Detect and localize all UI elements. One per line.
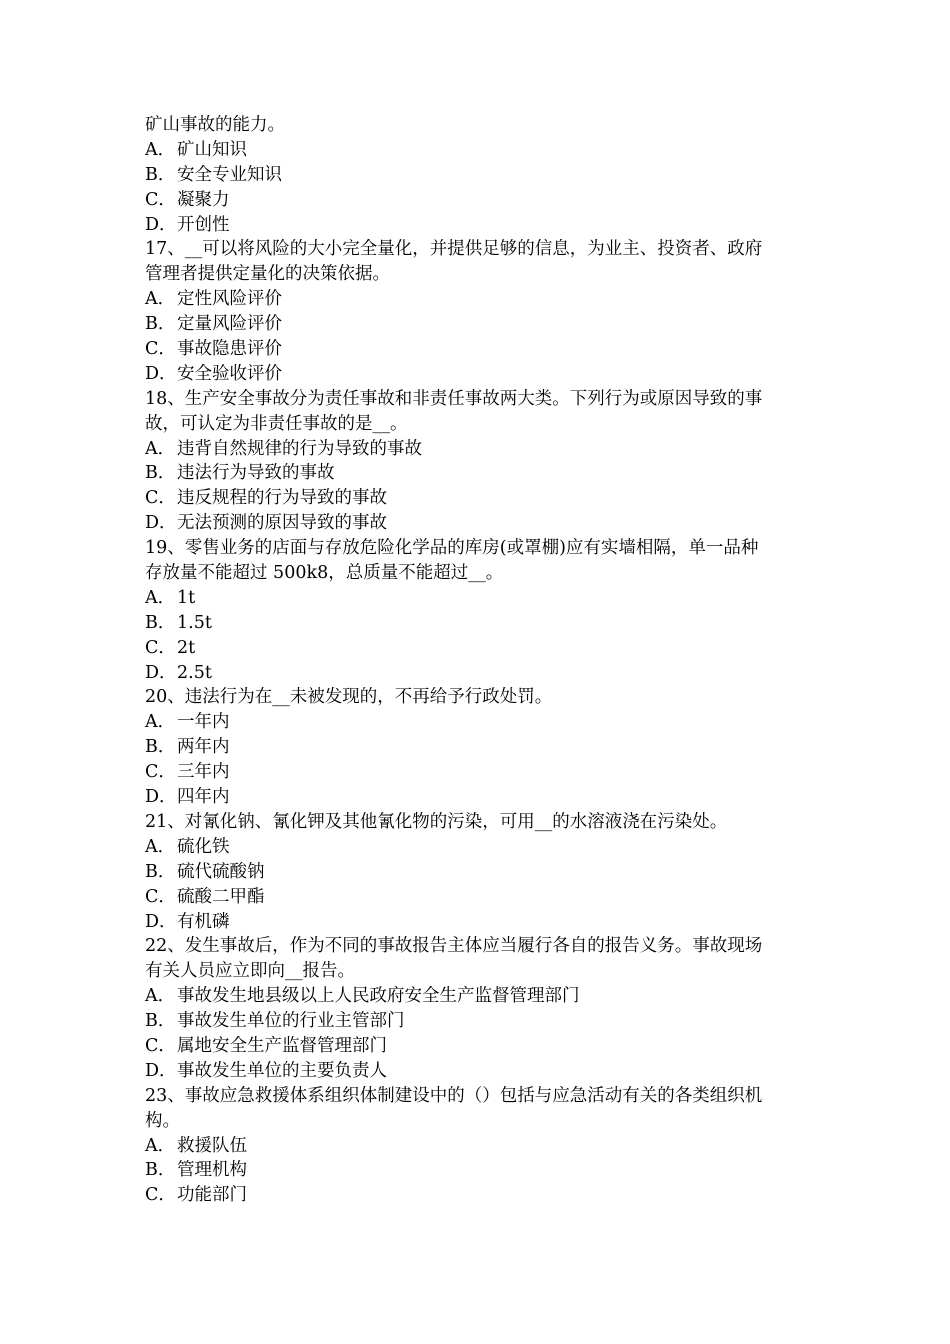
option-b [145, 735, 815, 760]
option-text: 管理机构 [177, 1160, 247, 1181]
option-letter: C． [145, 1185, 176, 1206]
option-d [145, 213, 815, 238]
option-letter: B． [145, 737, 176, 758]
option-text: 定量风险评价 [177, 314, 282, 335]
option-a [145, 287, 815, 312]
option-c [145, 1183, 815, 1208]
question-stem-line: 构。 [145, 1110, 180, 1131]
option-letter: D． [145, 662, 177, 683]
question-stem-line: 17、__可以将风险的大小完全量化，并提供足够的信息，为业主、投资者、政府 [145, 239, 763, 260]
question-block [145, 387, 815, 536]
question-stem-line: 故，可认定为非责任事故的是__。 [145, 413, 408, 434]
option-a [145, 984, 815, 1009]
option-text: 矿山知识 [177, 139, 247, 160]
question-block [145, 810, 815, 934]
option-text: 2.5t [177, 662, 212, 683]
option-letter: B． [145, 612, 176, 633]
option-text: 一年内 [177, 712, 230, 733]
option-b [145, 163, 815, 188]
option-b [145, 860, 815, 885]
question-stem-line: 23、事故应急救援体系组织体制建设中的（）包括与应急活动有关的各类组织机 [145, 1085, 763, 1106]
option-letter: D． [145, 363, 177, 384]
option-text: 安全验收评价 [177, 363, 282, 384]
option-text: 两年内 [177, 737, 230, 758]
option-c [145, 1034, 815, 1059]
question-stem-line: 管理者提供定量化的决策依据。 [145, 264, 390, 285]
option-text: 违反规程的行为导致的事故 [177, 488, 387, 509]
option-text: 硫代硫酸钠 [177, 861, 265, 882]
question-block [145, 237, 815, 386]
option-b [145, 611, 815, 636]
option-text: 硫酸二甲酯 [177, 886, 265, 907]
option-letter: C． [145, 886, 176, 907]
question-stem-line: 21、对氰化钠、氰化钾及其他氰化物的污染，可用__的水溶液浇在污染处。 [145, 811, 728, 832]
option-b [145, 1158, 815, 1183]
option-b [145, 312, 815, 337]
option-letter: A． [145, 1135, 176, 1156]
option-text: 1t [177, 587, 196, 608]
option-text: 凝聚力 [177, 189, 230, 210]
option-text: 四年内 [177, 787, 230, 808]
option-text: 违法行为导致的事故 [177, 463, 335, 484]
option-c [145, 636, 815, 661]
option-c [145, 486, 815, 511]
q16-option-list [145, 138, 815, 238]
option-letter: A． [145, 139, 176, 160]
option-d [145, 511, 815, 536]
option-letter: D． [145, 513, 177, 534]
option-letter: C． [145, 488, 176, 509]
question-stem-line: 存放量不能超过 500k8，总质量不能超过__。 [145, 563, 504, 584]
option-c [145, 885, 815, 910]
option-text: 事故隐患评价 [177, 339, 282, 360]
question-stem-line: 19、零售业务的店面与存放危险化学品的库房(或罩棚)应有实墙相隔，单一品种 [145, 538, 759, 559]
question-block [145, 685, 815, 809]
option-b [145, 461, 815, 486]
option-letter: B． [145, 463, 176, 484]
option-letter: C． [145, 339, 176, 360]
question-stem-line: 20、违法行为在__未被发现的，不再给予行政处罚。 [145, 687, 553, 708]
option-letter: B． [145, 1011, 176, 1032]
option-c [145, 337, 815, 362]
option-text: 事故发生单位的行业主管部门 [177, 1011, 405, 1032]
option-letter: C． [145, 1035, 176, 1056]
option-text: 事故发生地县级以上人民政府安全生产监督管理部门 [177, 986, 580, 1007]
option-text: 功能部门 [177, 1185, 247, 1206]
question-stem-line: 有关人员应立即向__报告。 [145, 961, 355, 982]
option-text: 无法预测的原因导致的事故 [177, 513, 387, 534]
option-letter: C． [145, 189, 176, 210]
question-block [145, 934, 815, 1083]
question-list [145, 237, 815, 1208]
option-a [145, 1134, 815, 1159]
option-letter: A． [145, 712, 176, 733]
option-letter: A． [145, 986, 176, 1007]
question-stem-line: 18、生产安全事故分为责任事故和非责任事故两大类。下列行为或原因导致的事 [145, 388, 763, 409]
option-b [145, 1009, 815, 1034]
option-c [145, 188, 815, 213]
option-letter: B． [145, 861, 176, 882]
option-letter: D． [145, 1060, 177, 1081]
option-text: 开创性 [177, 214, 230, 235]
option-letter: B． [145, 164, 176, 185]
option-letter: A． [145, 289, 176, 310]
option-letter: B． [145, 314, 176, 335]
option-d [145, 1059, 815, 1084]
option-letter: C． [145, 637, 176, 658]
option-text: 1.5t [177, 612, 212, 633]
option-text: 三年内 [177, 762, 230, 783]
option-text: 硫化铁 [177, 836, 230, 857]
option-text: 违背自然规律的行为导致的事故 [177, 438, 422, 459]
option-letter: B． [145, 1160, 176, 1181]
option-text: 救援队伍 [177, 1135, 247, 1156]
question-stem-line: 22、发生事故后，作为不同的事故报告主体应当履行各自的报告义务。事故现场 [145, 936, 763, 957]
option-a [145, 586, 815, 611]
page-content [145, 113, 815, 1208]
option-a [145, 437, 815, 462]
option-letter: D． [145, 214, 177, 235]
option-a [145, 710, 815, 735]
option-text: 定性风险评价 [177, 289, 282, 310]
option-text: 2t [177, 637, 196, 658]
option-d [145, 785, 815, 810]
option-d [145, 362, 815, 387]
option-letter: A． [145, 587, 176, 608]
option-letter: D． [145, 911, 177, 932]
option-d [145, 910, 815, 935]
option-letter: C． [145, 762, 176, 783]
option-a [145, 138, 815, 163]
question-block [145, 536, 815, 685]
option-letter: D． [145, 787, 177, 808]
option-letter: A． [145, 836, 176, 857]
option-letter: A． [145, 438, 176, 459]
option-text: 事故发生单位的主要负责人 [177, 1060, 387, 1081]
option-text: 安全专业知识 [177, 164, 282, 185]
option-text: 有机磷 [177, 911, 230, 932]
option-text: 属地安全生产监督管理部门 [177, 1035, 387, 1056]
option-d [145, 661, 815, 686]
option-c [145, 760, 815, 785]
continuation-line: 矿山事故的能力。 [145, 115, 285, 135]
option-a [145, 835, 815, 860]
question-block [145, 1084, 815, 1208]
